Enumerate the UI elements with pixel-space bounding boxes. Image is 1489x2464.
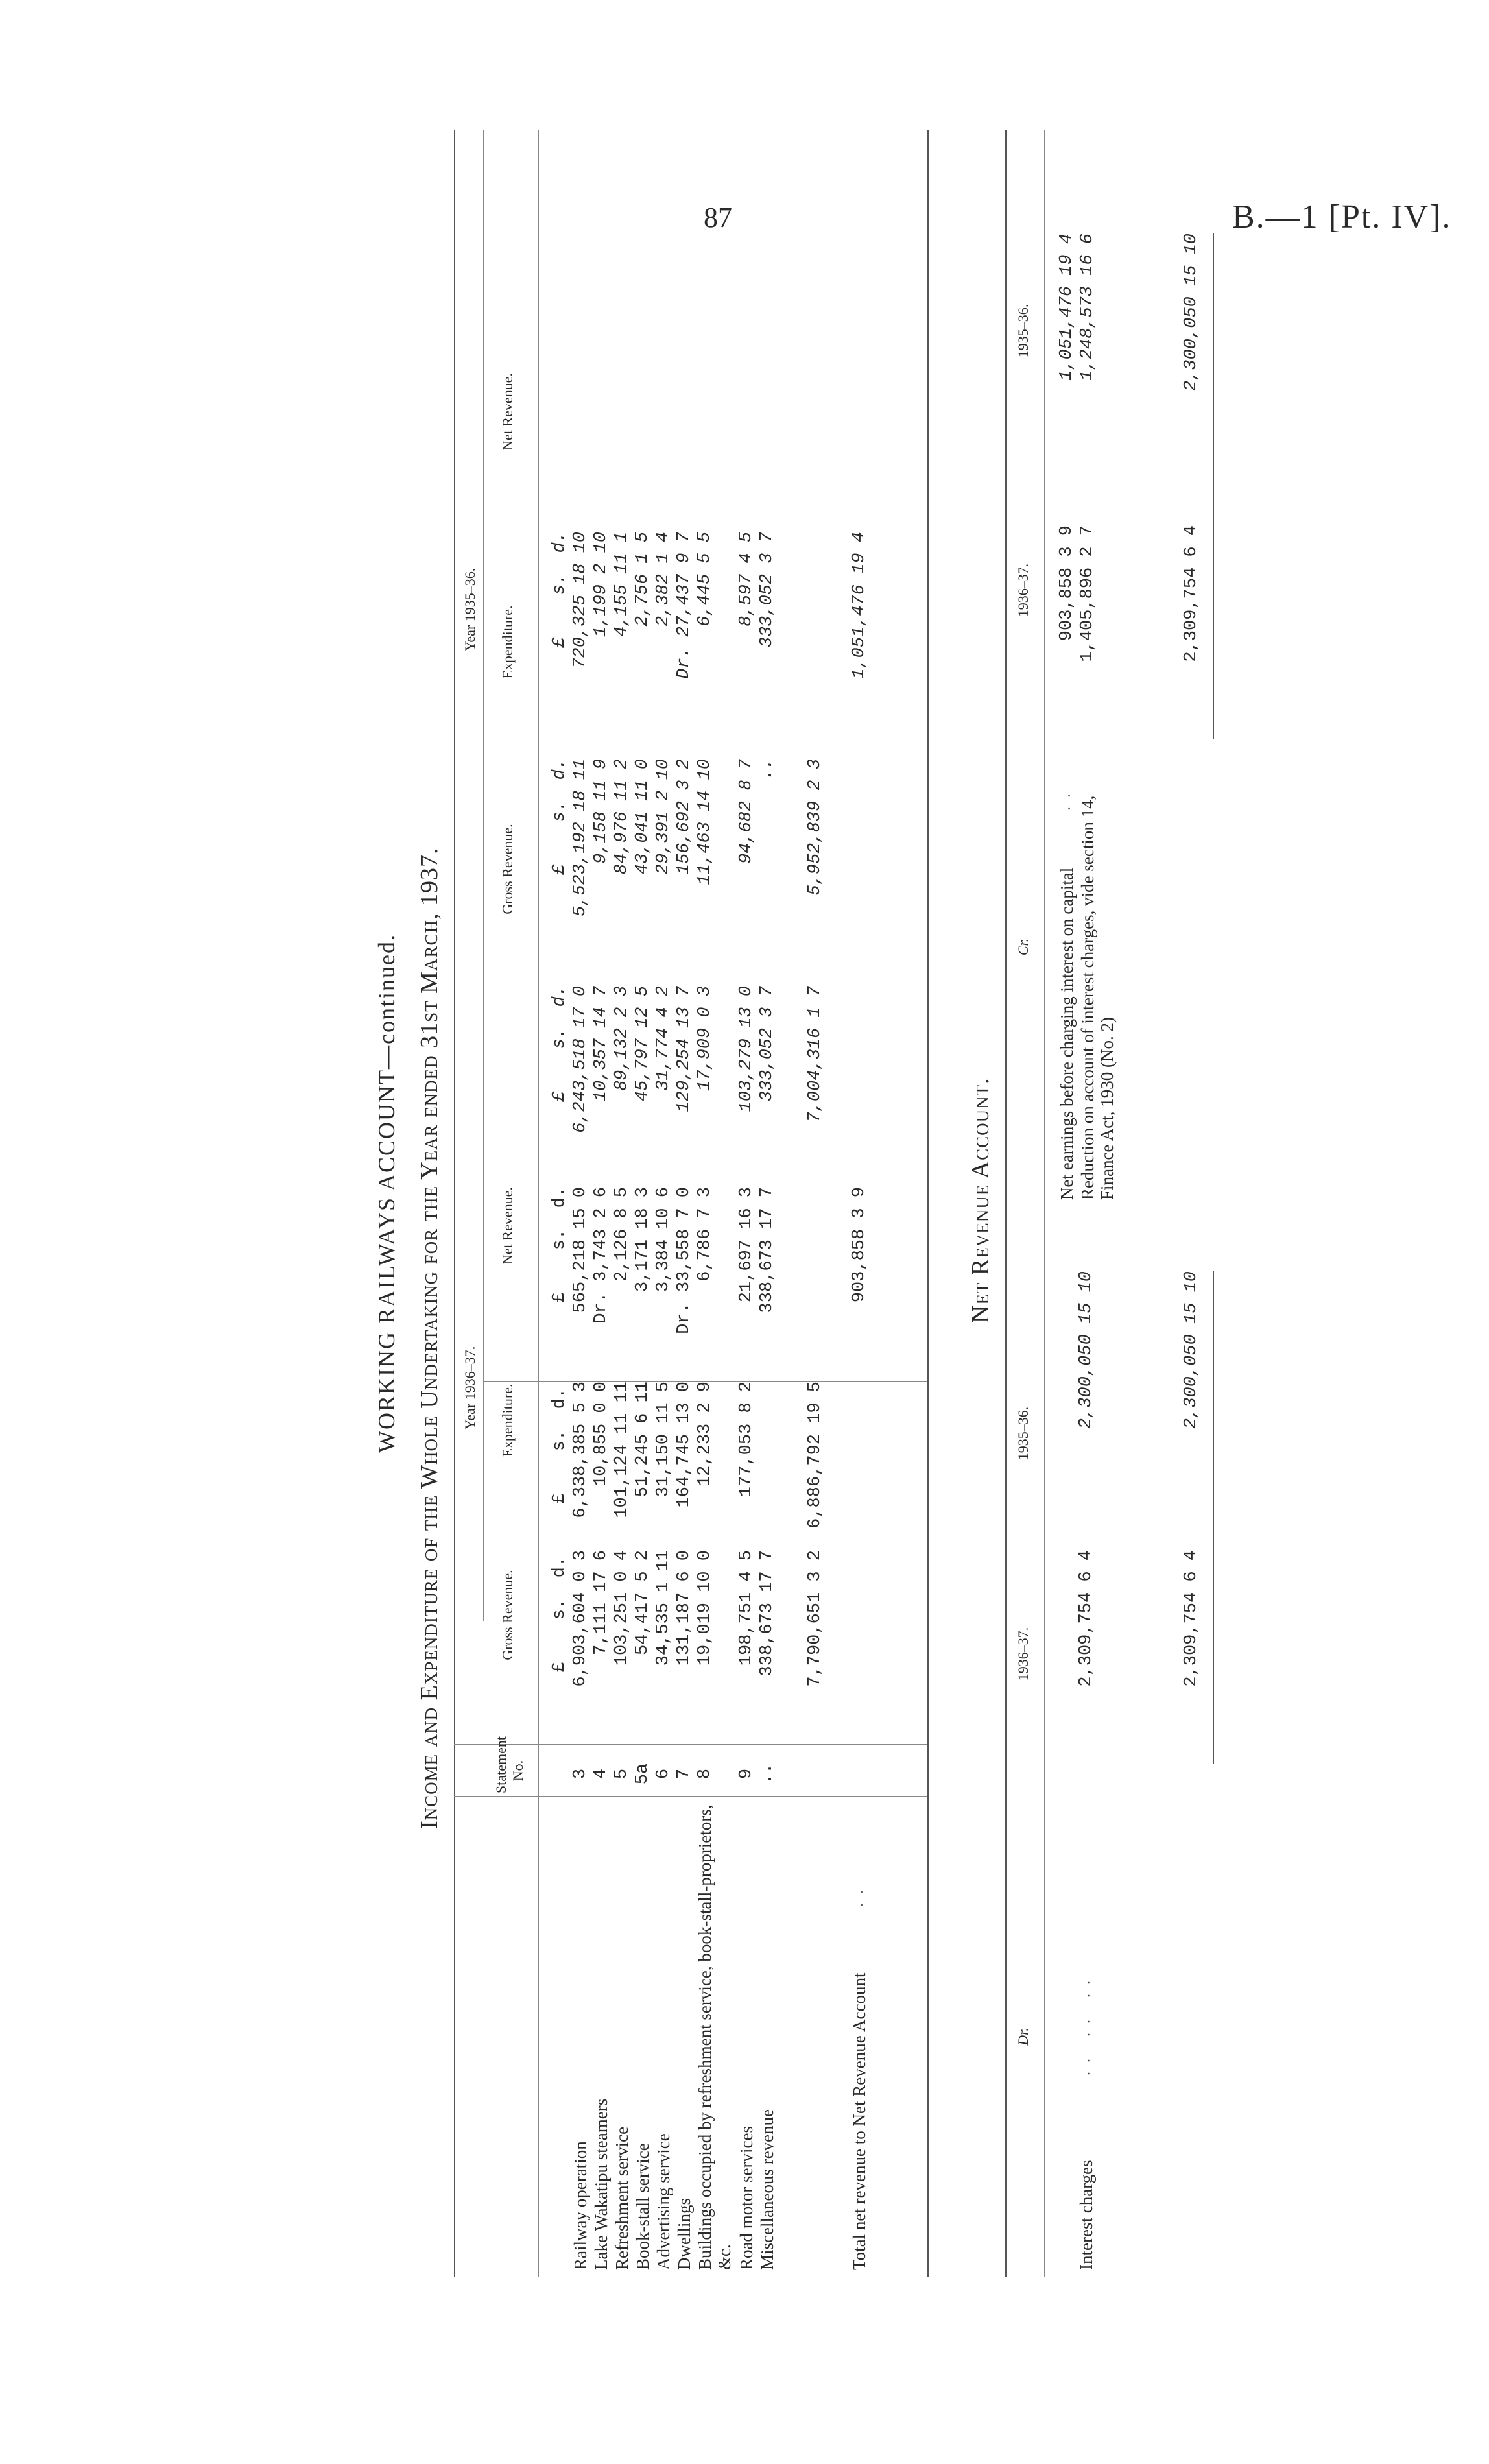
table-cell: 43,041 11 0 bbox=[633, 759, 652, 875]
table-cell: 129,254 13 7 bbox=[674, 986, 694, 1112]
table-row-label: Railway operation bbox=[571, 2141, 590, 2270]
nra-cr-value-1935: 1,248,573 16 6 bbox=[1078, 233, 1097, 381]
nra-top-rule bbox=[1005, 130, 1007, 2277]
units-exp-1: £ s. d. bbox=[550, 1388, 569, 1504]
page-number: 87 bbox=[704, 202, 732, 233]
table-row-label: Buildings occupied by refreshment service, book-stall-proprietors, &c. bbox=[695, 1804, 734, 2270]
table-cell: 29,391 2 10 bbox=[654, 759, 673, 875]
nra-dr-header: Dr. bbox=[1015, 2027, 1031, 2046]
table-bottom-rule bbox=[927, 130, 929, 2277]
header-gross-2: Gross Revenue. bbox=[499, 824, 516, 915]
net-revenue-title: Net Revenue Account. bbox=[967, 1077, 994, 1323]
table-cell: 11,463 14 10 bbox=[695, 759, 715, 885]
table-cell: 6,445 5 5 bbox=[695, 532, 715, 627]
table-cell: 338,673 17 7 bbox=[757, 1187, 777, 1313]
table-cell: 720,325 18 10 bbox=[571, 532, 590, 669]
divider-stmt bbox=[454, 1744, 927, 1745]
table-cell: 565,218 15 0 bbox=[571, 1187, 590, 1313]
table-top-rule bbox=[454, 130, 455, 2277]
divider-label bbox=[454, 1796, 927, 1797]
table-row-stmt: 6 bbox=[654, 1768, 673, 1780]
table-cell: 6,786 7 3 bbox=[695, 1187, 715, 1282]
total-exp-1: 6,886,792 19 5 bbox=[805, 1382, 825, 1529]
table-cell: 3,384 10 6 bbox=[654, 1187, 673, 1293]
nra-dr-bottom-rule bbox=[1213, 1271, 1214, 1764]
header-exp-2: Expenditure. bbox=[499, 605, 516, 679]
table-cell: 45,797 12 5 bbox=[633, 986, 652, 1102]
table-cell: 1,199 2 10 bbox=[591, 532, 611, 638]
table-row-stmt: .. bbox=[757, 1763, 777, 1785]
nra-dr-total-1936: 2,309,754 6 4 bbox=[1182, 1550, 1201, 1687]
table-cell: Dr. 3,743 2 6 bbox=[591, 1187, 611, 1324]
nra-dr-value-1935: 2,300,050 15 10 bbox=[1077, 1271, 1096, 1429]
nra-cr-col-1936: 1936–37. bbox=[1015, 563, 1031, 617]
table-cell: 333,052 3 7 bbox=[757, 986, 777, 1102]
table-cell: 103,279 13 0 bbox=[737, 986, 756, 1112]
table-cell: 6,243,518 17 0 bbox=[571, 986, 590, 1133]
table-cell: Dr. 33,558 7 0 bbox=[674, 1187, 694, 1334]
total-net-1: 903,858 3 9 bbox=[850, 1187, 869, 1303]
units-gross-1: £ s. d. bbox=[550, 1557, 569, 1673]
table-cell: 7,111 17 6 bbox=[591, 1550, 611, 1656]
header-gross-1: Gross Revenue. bbox=[499, 1570, 516, 1660]
total-gross-1: 7,790,651 3 2 bbox=[805, 1550, 825, 1687]
document-reference: B.—1 [Pt. IV]. bbox=[1232, 198, 1452, 235]
nra-cr-header: Cr. bbox=[1015, 938, 1031, 956]
table-cell: 333,052 3 7 bbox=[757, 532, 777, 648]
header-bottom-rule bbox=[538, 130, 539, 2277]
table-row-stmt: 5a bbox=[633, 1763, 652, 1785]
nra-header-rule bbox=[1044, 130, 1045, 2277]
table-cell: 34,535 1 11 bbox=[654, 1550, 673, 1666]
table-row-stmt: 4 bbox=[591, 1768, 611, 1780]
table-row-label: Dwellings bbox=[674, 2198, 694, 2270]
nra-dr-value-1936: 2,309,754 6 4 bbox=[1077, 1550, 1096, 1687]
table-cell: 8,597 4 5 bbox=[737, 532, 756, 627]
header-exp-1: Expenditure. bbox=[499, 1383, 516, 1457]
leader-dots: . . bbox=[1057, 791, 1074, 811]
account-title: WORKING RAILWAYS ACCOUNT—continued. bbox=[374, 933, 399, 1453]
table-cell: 54,417 5 2 bbox=[633, 1550, 652, 1656]
nra-cr-total-1935: 2,300,050 15 10 bbox=[1182, 233, 1201, 392]
total-net-label: Total net revenue to Net Revenue Account bbox=[850, 1972, 869, 2270]
table-cell: 164,745 13 0 bbox=[674, 1382, 694, 1508]
table-cell: 21,697 16 3 bbox=[737, 1187, 756, 1303]
table-cell: 10,357 14 7 bbox=[591, 986, 611, 1102]
table-cell: 2,126 8 5 bbox=[612, 1187, 632, 1282]
header-year-1935-36: Year 1935–36. bbox=[462, 568, 478, 652]
table-cell: 101,124 11 11 bbox=[612, 1382, 632, 1518]
leader-dots: . . bbox=[850, 1887, 866, 1907]
table-row-stmt: 5 bbox=[612, 1768, 632, 1780]
table-cell: Dr. 27,437 9 7 bbox=[674, 532, 694, 679]
table-cell: 19,019 10 0 bbox=[695, 1550, 715, 1666]
table-cell: 31,774 4 2 bbox=[654, 986, 673, 1092]
units-exp-2: £ s. d. bbox=[550, 759, 569, 875]
nra-dr-row-label: Interest charges bbox=[1077, 2160, 1096, 2270]
units-gross-2: £ s. d. bbox=[550, 986, 569, 1102]
table-cell: 94,682 8 7 bbox=[737, 759, 756, 865]
table-cell: 12,233 2 9 bbox=[695, 1382, 715, 1487]
nra-cr-col-1935: 1935–36. bbox=[1015, 304, 1031, 358]
table-row-label: Miscellaneous revenue bbox=[757, 2109, 777, 2270]
table-cell: 2,756 1 5 bbox=[633, 532, 652, 627]
table-cell: 198,751 4 5 bbox=[737, 1550, 756, 1666]
header-statement-no: Statement No. bbox=[493, 1736, 526, 1793]
year-header-rule bbox=[483, 130, 484, 1621]
leader-dots: . . . . . . bbox=[1077, 1978, 1093, 2075]
units-net-2: £ s. d. bbox=[550, 532, 569, 648]
table-cell: .. bbox=[757, 759, 777, 780]
nra-dr-col-1936: 1936–37. bbox=[1015, 1627, 1031, 1681]
table-cell: 51,245 6 11 bbox=[633, 1382, 652, 1498]
nra-dr-total-1935: 2,300,050 15 10 bbox=[1182, 1271, 1201, 1429]
table-cell: 156,692 3 2 bbox=[674, 759, 694, 875]
table-row-label: Advertising service bbox=[654, 2133, 673, 2270]
table-row-stmt: 7 bbox=[674, 1768, 694, 1780]
total-gross-2: 7,004,316 1 7 bbox=[805, 986, 825, 1123]
account-subtitle: Income and Expenditure of the Whole Undertaking for the Year ended 31st March, 1937. bbox=[416, 847, 443, 1829]
table-cell: 17,909 0 3 bbox=[695, 986, 715, 1092]
table-cell: 6,903,604 0 3 bbox=[571, 1550, 590, 1687]
table-cell: 9,158 11 9 bbox=[591, 759, 611, 865]
units-net-1: £ s. d. bbox=[550, 1187, 569, 1303]
nra-cr-row-label: Net earnings before charging interest on capital bbox=[1057, 867, 1077, 1200]
rotated-page-content bbox=[279, 91, 1252, 2296]
table-cell: 6,338,385 5 3 bbox=[571, 1382, 590, 1518]
table-cell: 4,155 11 1 bbox=[612, 532, 632, 638]
table-cell: 84,976 11 2 bbox=[612, 759, 632, 875]
table-row-stmt: 8 bbox=[695, 1768, 715, 1780]
table-cell: 5,523,192 18 11 bbox=[571, 759, 590, 917]
table-cell: 103,251 0 4 bbox=[612, 1550, 632, 1666]
nra-cr-value-1935: 1,051,476 19 4 bbox=[1057, 233, 1077, 381]
header-year-1936-37: Year 1936–37. bbox=[462, 1346, 478, 1430]
table-cell: 3,171 18 3 bbox=[633, 1187, 652, 1293]
table-row-label: Road motor services bbox=[737, 2126, 756, 2270]
table-cell: 2,382 1 4 bbox=[654, 532, 673, 627]
table-cell: 10,855 0 0 bbox=[591, 1382, 611, 1487]
table-cell: 89,132 2 3 bbox=[612, 986, 632, 1092]
table-cell: 338,673 17 7 bbox=[757, 1550, 777, 1677]
header-net-1: Net Revenue. bbox=[499, 1187, 516, 1265]
table-row-label: Book-stall service bbox=[633, 2143, 652, 2270]
nra-cr-row-label: Reduction on account of interest charges, vide section 14, Finance Act, 1930 (No. 2) bbox=[1078, 795, 1117, 1200]
table-cell: 177,053 8 2 bbox=[737, 1382, 756, 1498]
table-row-label: Refreshment service bbox=[612, 2126, 632, 2270]
nra-cr-bottom-rule bbox=[1213, 233, 1214, 739]
total-net-2: 1,051,476 19 4 bbox=[850, 532, 869, 679]
table-row-label: Lake Wakatipu steamers bbox=[591, 2098, 611, 2270]
nra-dr-col-1935: 1935–36. bbox=[1015, 1406, 1031, 1461]
header-net-2: Net Revenue. bbox=[499, 373, 516, 451]
table-cell: 131,187 6 0 bbox=[674, 1550, 694, 1666]
table-row-stmt: 3 bbox=[571, 1768, 590, 1780]
nra-cr-total-1936: 2,309,754 6 4 bbox=[1182, 525, 1201, 662]
table-row-stmt: 9 bbox=[737, 1768, 756, 1780]
nra-cr-value-1936: 1,405,896 2 7 bbox=[1078, 525, 1097, 662]
total-exp-2: 5,952,839 2 3 bbox=[805, 759, 825, 896]
nra-cr-value-1936: 903,858 3 9 bbox=[1057, 525, 1077, 641]
table-cell: 31,150 11 5 bbox=[654, 1382, 673, 1498]
